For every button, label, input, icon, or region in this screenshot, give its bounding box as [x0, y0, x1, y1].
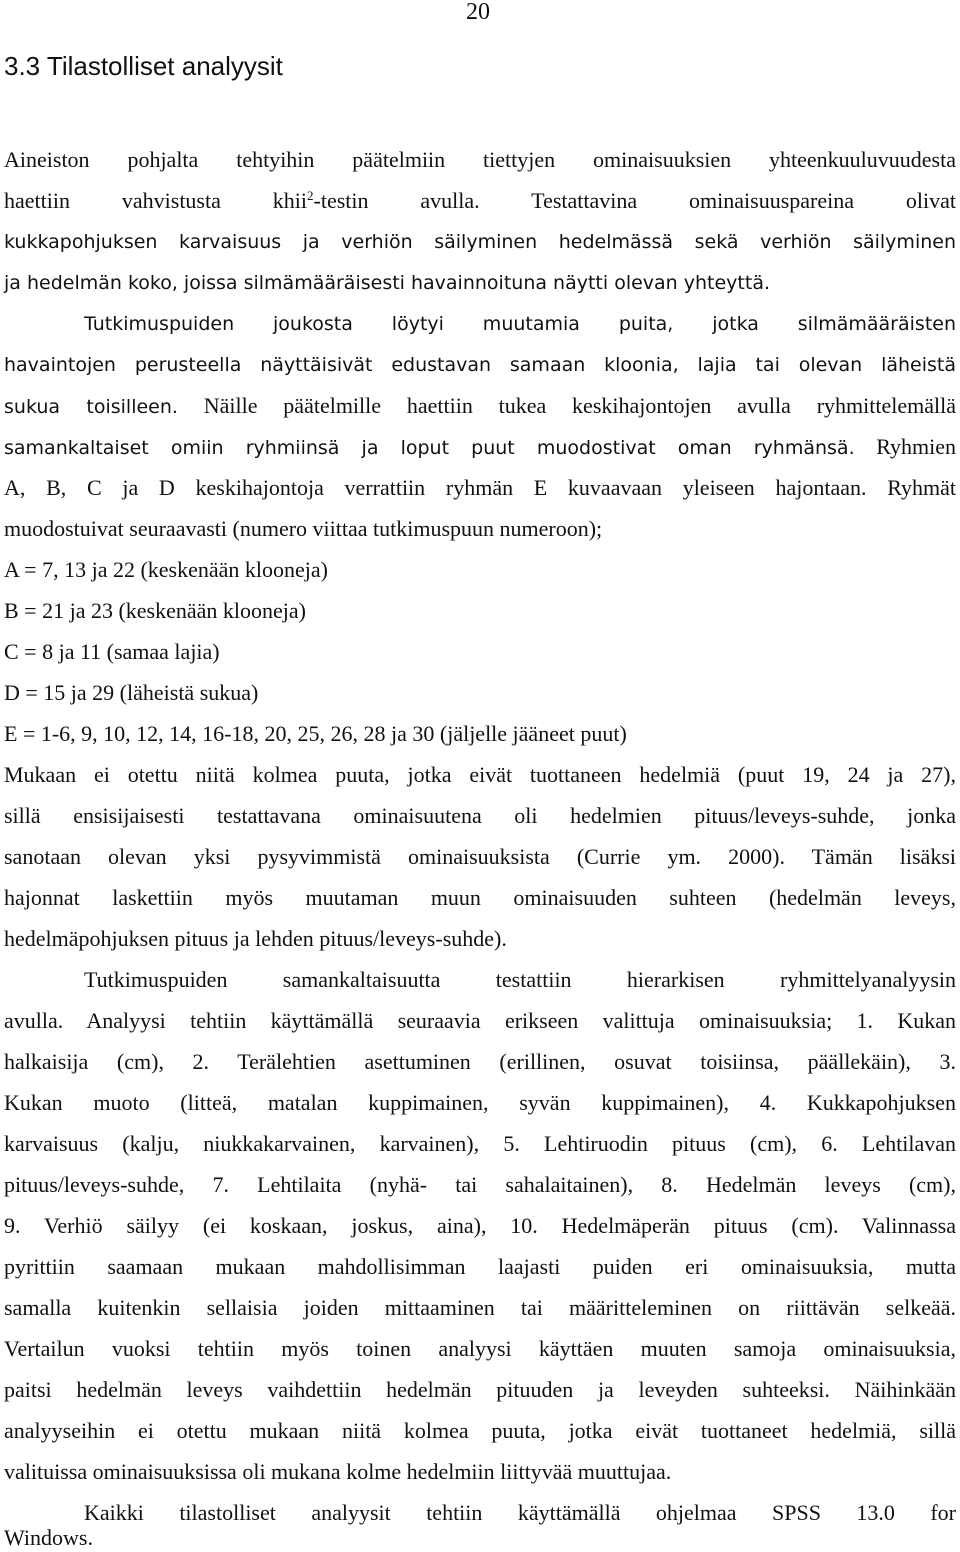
paragraph-line: hedelmäpohjuksen pituus ja lehden pituus/leveys-suhde).	[4, 926, 507, 951]
paragraph-line: 9. Verhiö säilyy (ei koskaan, joskus, aina), 10. Hedelmäperän pituus (cm). Valinnassa	[4, 1213, 956, 1238]
section-heading: 3.3 Tilastolliset analyysit	[4, 51, 283, 81]
paragraph-line: pituus/leveys-suhde, 7. Lehtilaita (nyhä- tai sahalaitainen), 8. Hedelmän leveys (cm),	[4, 1172, 956, 1197]
text-segment: Ryhmät	[887, 475, 957, 500]
paragraph-line	[4, 474, 956, 502]
paragraph-line: paitsi hedelmän leveys vaihdettiin hedelmän pituuden ja leveyden suhteeksi. Näihinkään	[4, 1377, 956, 1402]
paragraph-line: pyrittiin saamaan mukaan mahdollisimman laajasti puiden eri ominaisuuksia, mutta	[4, 1254, 956, 1279]
paragraph-line: avulla. Analyysi tehtiin käyttämällä seuraavia erikseen valittuja ominaisuuksia; 1. Kukan	[4, 1008, 956, 1033]
group-list-item: A = 7, 13 ja 22 (keskenään klooneja)	[4, 557, 328, 582]
text-segment: Näille päätelmille haettiin tukea keskihajontojen avulla ryhmittelemällä	[203, 393, 957, 418]
page-number: 20	[466, 0, 490, 25]
paragraph-line: sanotaan olevan yksi pysyvimmistä ominaisuuksista (Currie ym. 2000). Tämän lisäksi	[4, 844, 956, 869]
paragraph-line: Vertailun vuoksi tehtiin myös toinen analyysi käyttäen muuten samoja ominaisuuksia,	[4, 1336, 956, 1361]
paragraph-line	[4, 187, 956, 215]
paragraph-line: valituissa ominaisuuksissa oli mukana kolme hedelmiin liittyvää muuttujaa.	[4, 1459, 672, 1484]
group-list-item: E = 1-6, 9, 10, 12, 14, 16-18, 20, 25, 26, 28 ja 30 (jäljelle jääneet puut)	[4, 721, 627, 746]
group-list-item: B = 21 ja 23 (keskenään klooneja)	[4, 598, 306, 623]
paragraph-line	[4, 392, 956, 421]
paragraph-line: havaintojen perusteella näyttäisivät edustavan samaan kloonia, lajia tai olevan läheistä	[4, 354, 956, 376]
paragraph-line: Tutkimuspuiden samankaltaisuutta testattiin hierarkisen ryhmittelyanalyysin	[84, 967, 956, 992]
paragraph-line: muodostuivat seuraavasti (numero viittaa tutkimuspuun numeroon);	[4, 516, 603, 541]
text-segment: samankaltaiset omiin ryhmiinsä ja loput puut muodostivat oman ryhmänsä.	[4, 437, 855, 459]
paragraph-line: analyyseihin ei otettu mukaan niitä kolmea puuta, jotka eivät tuottaneet hedelmiä, sillä	[4, 1418, 956, 1443]
text-segment: -testin avulla.	[313, 188, 480, 213]
superscript: 2	[307, 188, 314, 203]
paragraph-line: Windows.	[4, 1525, 93, 1550]
paragraph-line: hajonnat laskettiin myös muutaman muun ominaisuuden suhteen (hedelmän leveys,	[4, 885, 956, 910]
paragraph-line: kukkapohjuksen karvaisuus ja verhiön säilyminen hedelmässä sekä verhiön säilyminen	[4, 231, 956, 253]
paragraph-line: Kaikki tilastolliset analyysit tehtiin käyttämällä ohjelmaa SPSS 13.0 for	[84, 1500, 956, 1525]
text-segment: sukua toisilleen.	[4, 396, 178, 418]
text-segment: haettiin vahvistusta khii	[4, 188, 307, 213]
paragraph-line: samalla kuitenkin sellaisia joiden mittaaminen tai määritteleminen on riittävän selkeää.	[4, 1295, 956, 1320]
paragraph-line: Kukan muoto (litteä, matalan kuppimainen, syvän kuppimainen), 4. Kukkapohjuksen	[4, 1090, 956, 1115]
paragraph-line: ja hedelmän koko, joissa silmämääräisesti havainnoituna näytti olevan yhteyttä.	[4, 272, 771, 294]
text-segment: Ryhmien	[876, 434, 956, 459]
group-list-item: D = 15 ja 29 (läheistä sukua)	[4, 680, 259, 705]
group-list-item: C = 8 ja 11 (samaa lajia)	[4, 639, 220, 664]
paragraph-line: Tutkimuspuiden joukosta löytyi muutamia puita, jotka silmämääräisten	[84, 313, 956, 335]
text-segment: A, B, C ja D keskihajontoja verrattiin ryhmän E kuvaavaan yleiseen hajontaan.	[4, 475, 867, 500]
text-segment: Testattavina ominaisuuspareina olivat	[531, 188, 957, 213]
paragraph-line: halkaisija (cm), 2. Terälehtien asettuminen (erillinen, osuvat toisiinsa, päällekäin), 3.	[4, 1049, 956, 1074]
paragraph-line: Mukaan ei otettu niitä kolmea puuta, jotka eivät tuottaneen hedelmiä (puut 19, 24 ja 27),	[4, 762, 956, 787]
paragraph-line: karvaisuus (kalju, niukkakarvainen, karvainen), 5. Lehtiruodin pituus (cm), 6. Lehtilavan	[4, 1131, 956, 1156]
paragraph-line: Aineiston pohjalta tehtyihin päätelmiin tiettyjen ominaisuuksien yhteenkuuluvuudesta	[4, 147, 956, 172]
paragraph-line	[4, 433, 956, 462]
paragraph-line: sillä ensisijaisesti testattavana ominaisuutena oli hedelmien pituus/leveys-suhde, jonka	[4, 803, 956, 828]
